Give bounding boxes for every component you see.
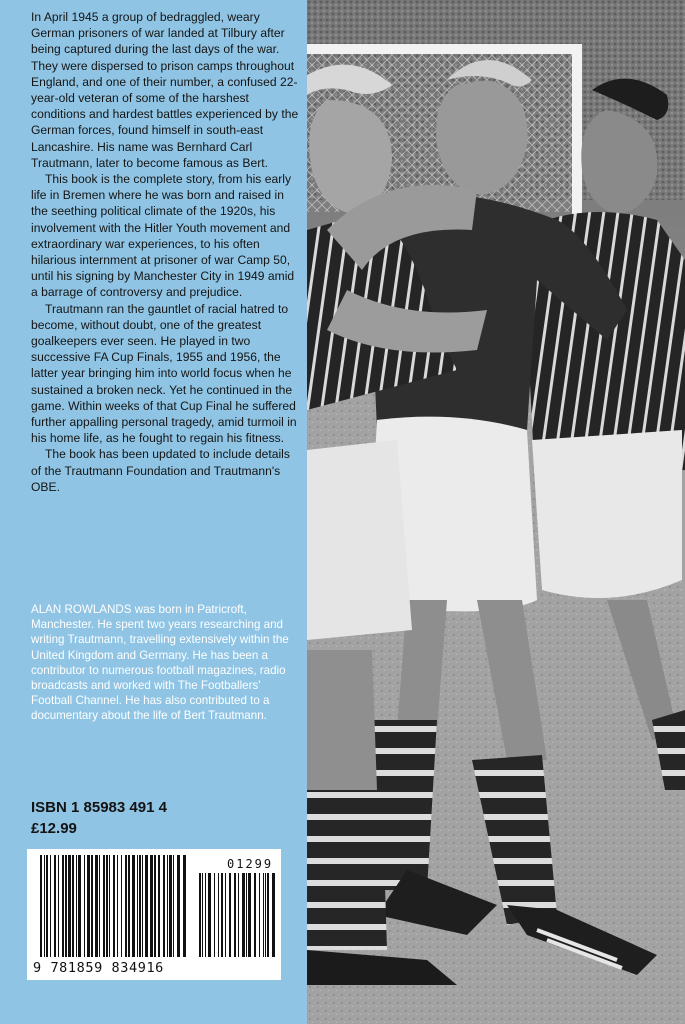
blurb-paragraph: In April 1945 a group of bedraggled, weary German prisoners of war landed at Tilbury after being captured during the last days of the war. They were dispersed to prison camps throughout England, and one of their number, a confused 22-year-old veteran of some of the harshest conditions and hardest battles experienced by the German forces, found himself in south-east Lancashire. His name was Bernhard Carl Trautmann, later to become famous as Bert.	[31, 10, 299, 170]
blurb-paragraph: This book is the complete story, from his early life in Bremen where he was born and raised in the seething political climate of the 1920s, his involvement with the Hitler Youth movement and extraordinary war experiences, to his often hilarious internment at prisoner of war Camp 50, until his signing by Manchester City in 1949 amid a barrage of controversy and prejudice.	[31, 172, 295, 300]
barcode-price-code: 01299	[227, 857, 274, 871]
back-cover-panel	[0, 0, 307, 1024]
blurb-paragraph: The book has been updated to include details of the Trautmann Foundation and Trautmann's OBE.	[31, 447, 290, 494]
cover-photo-footballers	[307, 0, 685, 1024]
barcode	[27, 849, 281, 980]
isbn-number: ISBN 1 85983 491 4	[31, 799, 167, 816]
blurb-text	[31, 9, 301, 495]
price: £12.99	[31, 820, 77, 837]
blurb-paragraph: Trautmann ran the gauntlet of racial hatred to become, without doubt, one of the greatest goalkeepers ever seen. He played in two successive FA Cup Finals, 1955 and 1956, the latter year bringing him into world focus when he sustained a broken neck. Yet he continued in the game. Within weeks of that Cup Final he suffered further appalling personal tragedy, amid turmoil in his home life, as he fought to regain his fitness.	[31, 301, 297, 446]
barcode-digits: 9 781859 834916	[33, 960, 164, 976]
author-bio: ALAN ROWLANDS was born in Patricroft, Manchester. He spent two years researching and writing Trautmann, travelling extensively within the United Kingdom and Germany. He has been a contributor to numerous football magazines, radio broadcasts and worked with The Footballers' Football Channel. He has also contributed to a documentary about the life of Bert Trautmann.	[31, 603, 289, 723]
